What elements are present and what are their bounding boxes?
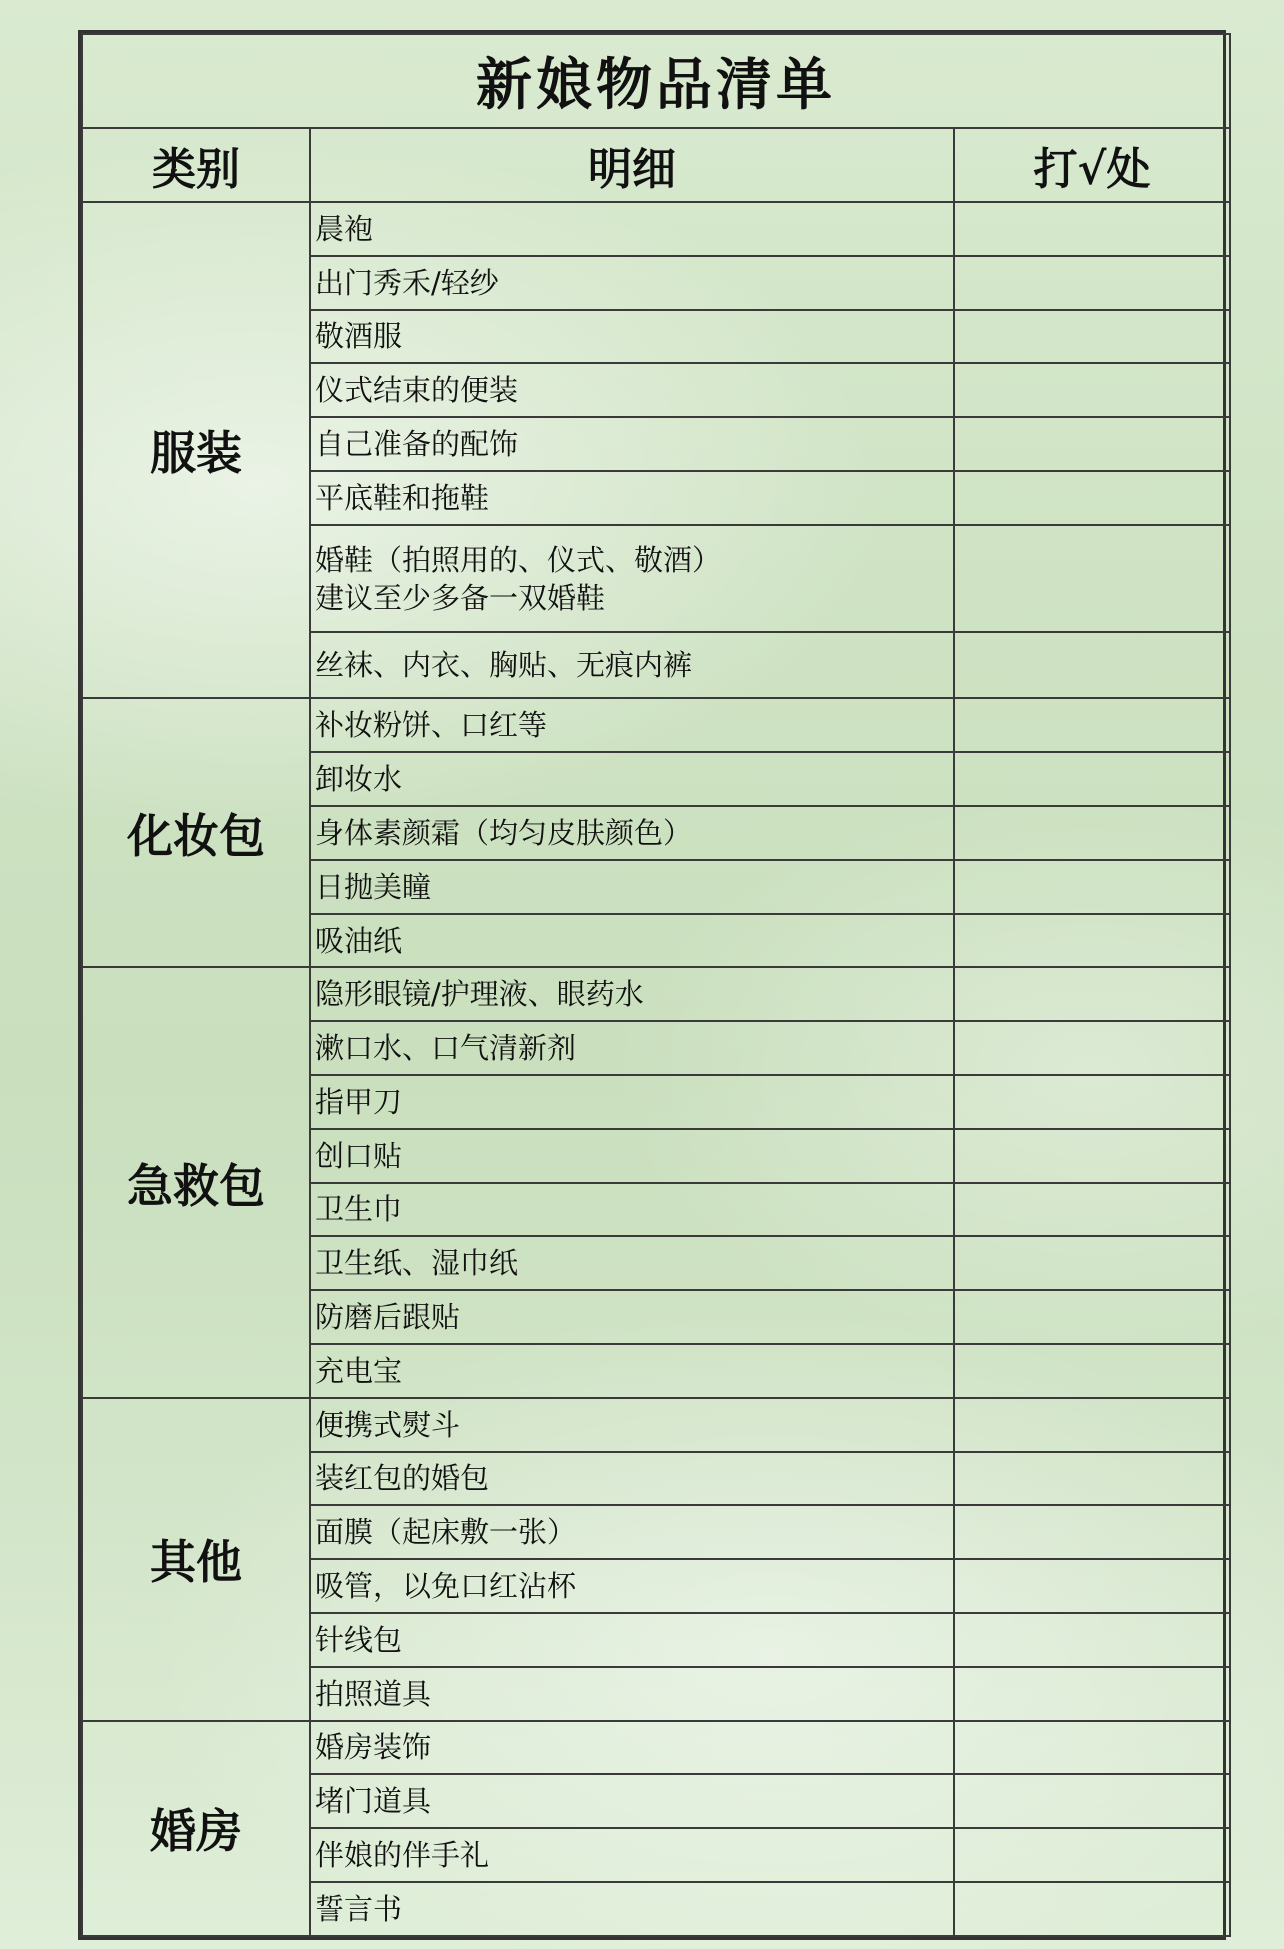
check-box-cell[interactable]: [954, 471, 1230, 525]
item-detail: 出门秀禾/轻纱: [310, 256, 954, 310]
item-detail: 堵门道具: [310, 1774, 954, 1828]
check-box-cell[interactable]: [954, 967, 1230, 1021]
check-box-cell[interactable]: [954, 1559, 1230, 1613]
item-detail: 创口贴: [310, 1129, 954, 1183]
item-detail: 伴娘的伴手礼: [310, 1828, 954, 1882]
item-detail: 拍照道具: [310, 1667, 954, 1721]
check-box-cell[interactable]: [954, 1183, 1230, 1237]
check-box-cell[interactable]: [954, 698, 1230, 752]
item-detail: 漱口水、口气清新剂: [310, 1021, 954, 1075]
check-box-cell[interactable]: [954, 363, 1230, 417]
category-cell: 化妆包: [82, 698, 310, 967]
item-detail: 身体素颜霜（均匀皮肤颜色）: [310, 806, 954, 860]
check-box-cell[interactable]: [954, 1505, 1230, 1559]
check-box-cell[interactable]: [954, 1613, 1230, 1667]
check-box-cell[interactable]: [954, 417, 1230, 471]
check-box-cell[interactable]: [954, 1290, 1230, 1344]
item-detail: 吸油纸: [310, 914, 954, 968]
table-row: [82, 698, 1230, 752]
item-detail: 日抛美瞳: [310, 860, 954, 914]
item-detail: 婚房装饰: [310, 1721, 954, 1775]
category-cell: 服装: [82, 202, 310, 698]
check-box-cell[interactable]: [954, 256, 1230, 310]
check-box-cell[interactable]: [954, 632, 1230, 698]
item-detail: 指甲刀: [310, 1075, 954, 1129]
item-detail: 针线包: [310, 1613, 954, 1667]
category-cell: 婚房: [82, 1721, 310, 1936]
checklist-sheet: [78, 30, 1226, 1940]
item-detail: 自己准备的配饰: [310, 417, 954, 471]
header-detail: 明细: [310, 128, 954, 202]
item-detail: 丝袜、内衣、胸贴、无痕内裤: [310, 632, 954, 698]
check-box-cell[interactable]: [954, 1344, 1230, 1398]
check-box-cell[interactable]: [954, 914, 1230, 968]
page-title: 新娘物品清单: [82, 34, 1230, 128]
check-box-cell[interactable]: [954, 525, 1230, 633]
table-row: [82, 202, 1230, 256]
item-detail: 防磨后跟贴: [310, 1290, 954, 1344]
header-check: 打√处: [954, 128, 1230, 202]
item-detail: 仪式结束的便装: [310, 363, 954, 417]
item-detail: 隐形眼镜/护理液、眼药水: [310, 967, 954, 1021]
item-detail: 便携式熨斗: [310, 1398, 954, 1452]
check-box-cell[interactable]: [954, 860, 1230, 914]
item-detail: 面膜（起床敷一张）: [310, 1505, 954, 1559]
check-box-cell[interactable]: [954, 1667, 1230, 1721]
check-box-cell[interactable]: [954, 1075, 1230, 1129]
checklist-body: [82, 202, 1230, 1936]
check-box-cell[interactable]: [954, 1721, 1230, 1775]
item-detail: 婚鞋（拍照用的、仪式、敬酒） 建议至少多备一双婚鞋: [310, 525, 954, 633]
check-box-cell[interactable]: [954, 202, 1230, 256]
item-detail: 补妆粉饼、口红等: [310, 698, 954, 752]
item-detail: 卸妆水: [310, 752, 954, 806]
item-detail: 吸管，以免口红沾杯: [310, 1559, 954, 1613]
check-box-cell[interactable]: [954, 310, 1230, 364]
table-row: [82, 1721, 1230, 1775]
check-box-cell[interactable]: [954, 1774, 1230, 1828]
check-box-cell[interactable]: [954, 1452, 1230, 1506]
check-box-cell[interactable]: [954, 1398, 1230, 1452]
item-detail: 装红包的婚包: [310, 1452, 954, 1506]
category-cell: 其他: [82, 1398, 310, 1721]
item-detail: 晨袍: [310, 202, 954, 256]
check-box-cell[interactable]: [954, 752, 1230, 806]
item-detail: 敬酒服: [310, 310, 954, 364]
check-box-cell[interactable]: [954, 1828, 1230, 1882]
check-box-cell[interactable]: [954, 1236, 1230, 1290]
check-box-cell[interactable]: [954, 1882, 1230, 1936]
check-box-cell[interactable]: [954, 806, 1230, 860]
check-box-cell[interactable]: [954, 1129, 1230, 1183]
item-detail: 卫生纸、湿巾纸: [310, 1236, 954, 1290]
item-detail: 誓言书: [310, 1882, 954, 1936]
check-box-cell[interactable]: [954, 1021, 1230, 1075]
table-row: [82, 1398, 1230, 1452]
table-row: [82, 967, 1230, 1021]
item-detail: 平底鞋和拖鞋: [310, 471, 954, 525]
checklist-table: [81, 33, 1231, 1937]
item-detail: 充电宝: [310, 1344, 954, 1398]
item-detail: 卫生巾: [310, 1183, 954, 1237]
header-category: 类别: [82, 128, 310, 202]
category-cell: 急救包: [82, 967, 310, 1397]
